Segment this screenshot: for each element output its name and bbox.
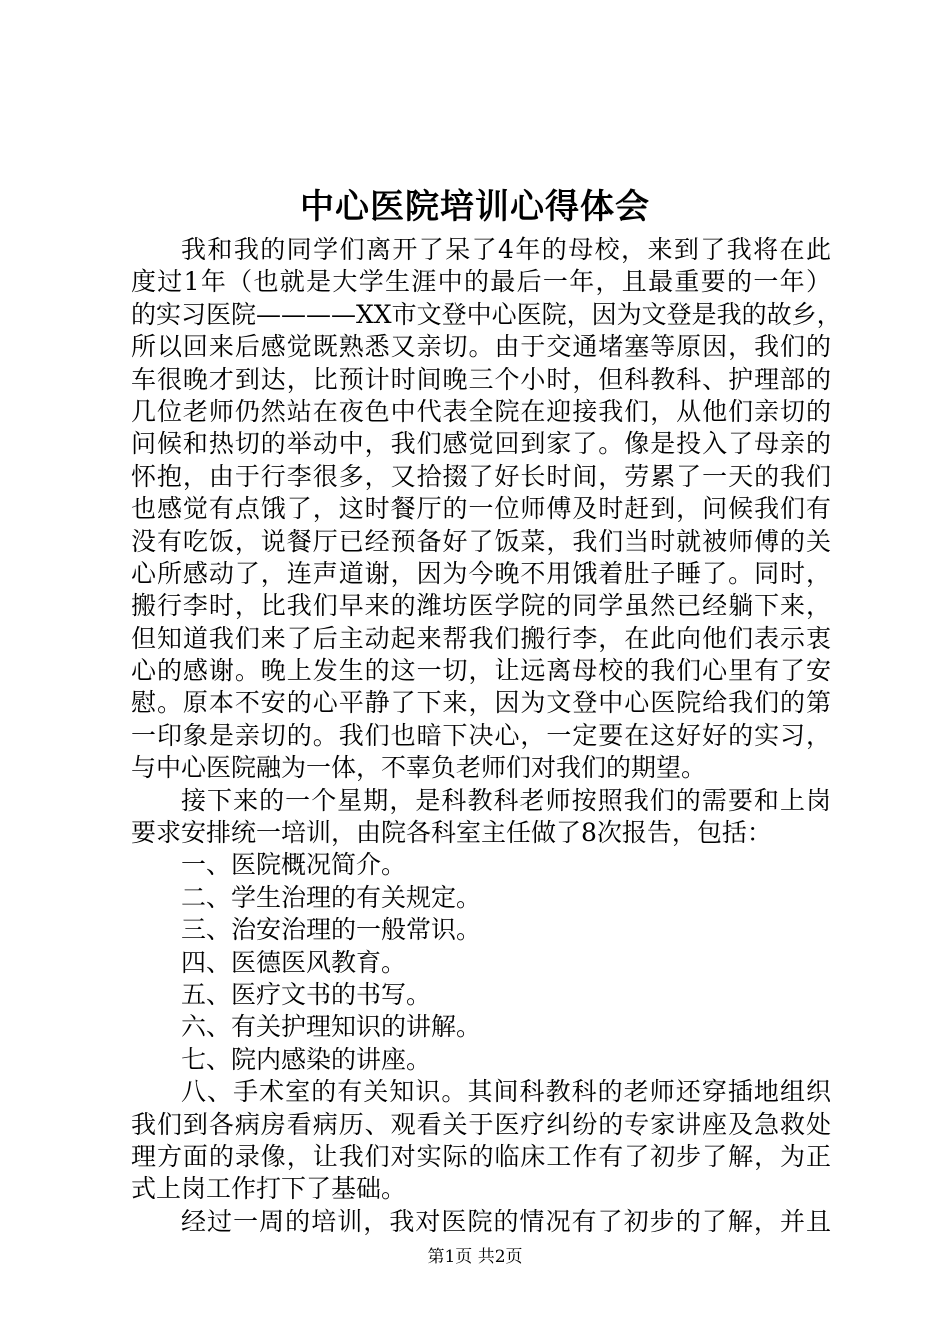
text-line: 没有吃饭，说餐厅已经预备好了饭菜，我们当时就被师傅的关	[131, 526, 831, 556]
page-title: 中心医院培训心得体会	[300, 187, 650, 227]
text-line: 但知道我们来了后主动起来帮我们搬行李，在此向他们表示衷	[131, 623, 831, 653]
text-line: 一印象是亲切的。我们也暗下决心，一定要在这好好的实习，	[131, 720, 831, 750]
text-line: 慰。原本不安的心平静了下来，因为文登中心医院给我们的第	[131, 688, 831, 718]
text-line: 怀抱，由于行李很多，又拾掇了好长时间，劳累了一天的我们	[131, 461, 831, 491]
list-item: 三、治安治理的一般常识。	[181, 915, 482, 945]
text-line: 要求安排统一培训，由院各科室主任做了8次报告，包括：	[131, 818, 772, 848]
text-line: 度过1年（也就是大学生涯中的最后一年，且最重要的一年）	[131, 267, 831, 297]
text-line: 接下来的一个星期，是科教科老师按照我们的需要和上岗	[181, 785, 831, 815]
page-number: 第1页 共2页	[427, 1247, 523, 1267]
text-line: 心所感动了，连声道谢，因为今晚不用饿着肚子睡了。同时，	[131, 558, 831, 588]
text-line: 问候和热切的举动中，我们感觉回到家了。像是投入了母亲的	[131, 429, 831, 459]
list-item: 一、医院概况简介。	[181, 850, 407, 880]
text-line: 我和我的同学们离开了呆了4年的母校，来到了我将在此	[181, 235, 831, 264]
text-line: 所以回来后感觉既熟悉又亲切。由于交通堵塞等原因，我们的	[131, 332, 831, 362]
text-line: 与中心医院融为一体，不辜负老师们对我们的期望。	[131, 753, 707, 783]
list-item: 六、有关护理知识的讲解。	[181, 1012, 482, 1042]
text-line: 心的感谢。晚上发生的这一切，让远离母校的我们心里有了安	[131, 656, 831, 686]
text-line: 车很晚才到达，比预计时间晚三个小时，但科教科、护理部的	[131, 364, 831, 394]
document-body	[131, 234, 842, 1238]
list-item: 八、手术室的有关知识。其间科教科的老师还穿插地组织	[181, 1077, 831, 1107]
text-line: 我们到各病房看病历、观看关于医疗纠纷的专家讲座及急救处	[131, 1109, 831, 1139]
text-line: 的实习医院————XX市文登中心医院，因为文登是我的故乡，	[131, 299, 842, 329]
text-line: 搬行李时，比我们早来的潍坊医学院的同学虽然已经躺下来，	[131, 591, 831, 621]
list-item: 四、医德医风教育。	[181, 947, 407, 977]
list-item: 五、医疗文书的书写。	[181, 979, 432, 1009]
text-line: 式上岗工作打下了基础。	[131, 1174, 407, 1204]
text-line: 也感觉有点饿了，这时餐厅的一位师傅及时赶到，问候我们有	[131, 494, 831, 524]
text-line: 理方面的录像，让我们对实际的临床工作有了初步了解，为正	[131, 1141, 831, 1171]
text-line: 经过一周的培训，我对医院的情况有了初步的了解，并且	[181, 1206, 831, 1236]
list-item: 二、学生治理的有关规定。	[181, 882, 482, 912]
text-line: 几位老师仍然站在夜色中代表全院在迎接我们，从他们亲切的	[131, 396, 831, 426]
list-item: 七、院内感染的讲座。	[181, 1044, 432, 1074]
